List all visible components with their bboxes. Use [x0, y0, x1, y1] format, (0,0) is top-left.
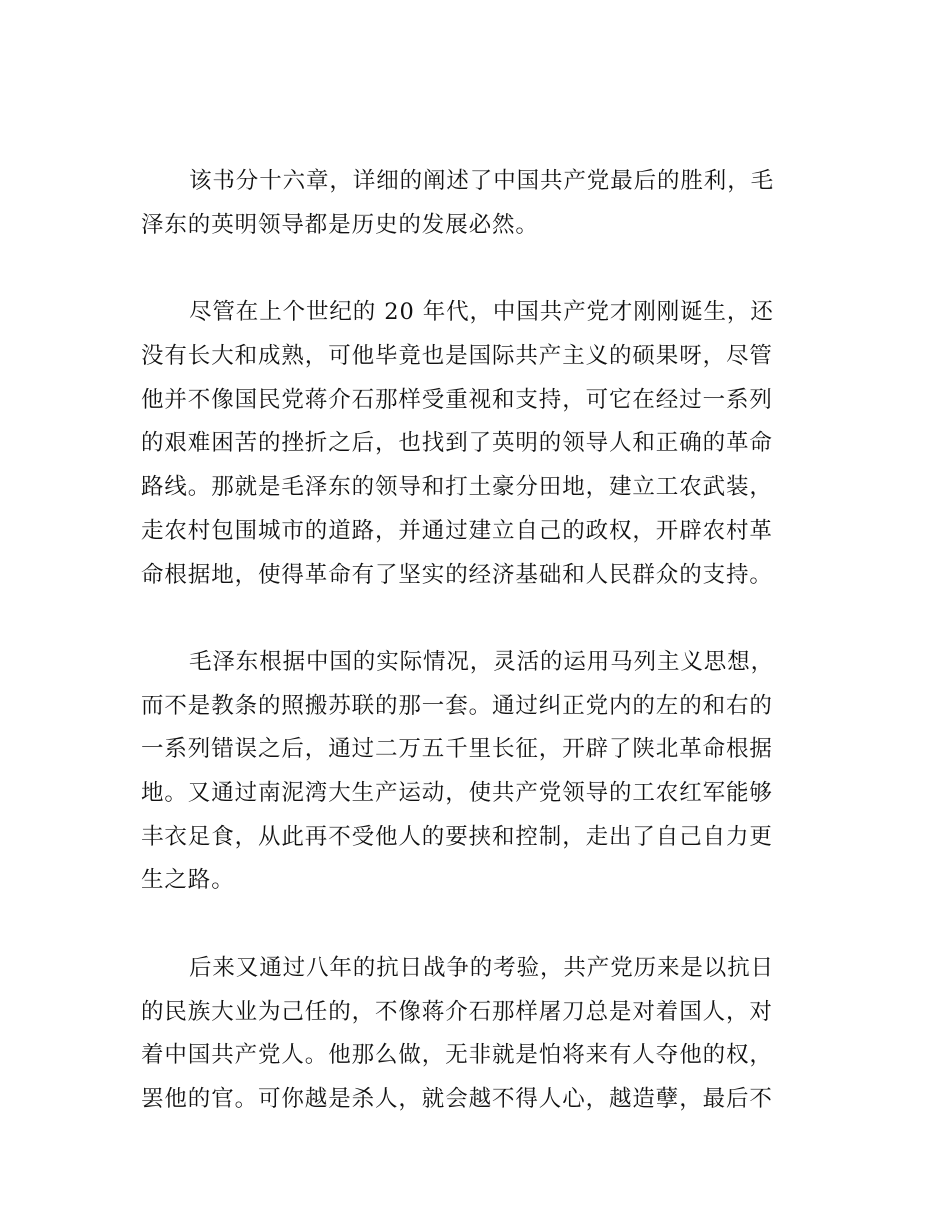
- paragraph-2-line-3: 他并不像国民党蒋介石那样受重视和支持，可它在经过一系列: [141, 387, 773, 413]
- paragraph-2-line-2: 没有长大和成熟，可他毕竟也是国际共产主义的硕果呀，尽管: [141, 343, 773, 369]
- paragraph-2-line-1: 尽管在上个世纪的 20 年代，中国共产党才刚刚诞生，还: [189, 299, 774, 325]
- paragraph-4-line-2: 的民族大业为己任的，不像蒋介石那样屠刀总是对着国人，对: [141, 999, 773, 1025]
- paragraph-3-line-3: 一系列错误之后，通过二万五千里长征，开辟了陕北革命根据: [141, 736, 773, 762]
- paragraph-4-line-4: 罢他的官。可你越是杀人，就会越不得人心，越造孽，最后不: [141, 1086, 773, 1112]
- paragraph-2-line-6: 走农村包围城市的道路，并通过建立自己的政权，开辟农村革: [141, 518, 773, 544]
- paragraph-3-line-5: 丰衣足食，从此再不受他人的要挟和控制，走出了自己自力更: [141, 824, 773, 850]
- paragraph-3-line-1: 毛泽东根据中国的实际情况，灵活的运用马列主义思想，: [189, 649, 775, 675]
- paragraph-3-line-4: 地。又通过南泥湾大生产运动，使共产党领导的工农红军能够: [141, 780, 773, 806]
- paragraph-4-line-1: 后来又通过八年的抗日战争的考验，共产党历来是以抗日: [189, 955, 775, 981]
- paragraph-2-line-7: 命根据地，使得革命有了坚实的经济基础和人民群众的支持。: [141, 562, 773, 588]
- paragraph-4-line-3: 着中国共产党人。他那么做，无非就是怕将来有人夺他的权，: [141, 1042, 773, 1068]
- paragraph-3-line-6: 生之路。: [141, 867, 235, 893]
- paragraph-2-line-4: 的艰难困苦的挫折之后，也找到了英明的领导人和正确的革命: [141, 430, 773, 456]
- paragraph-1-line-2: 泽东的英明领导都是历史的发展必然。: [141, 212, 539, 238]
- paragraph-2-line-5: 路线。那就是毛泽东的领导和打土豪分田地，建立工农武装，: [141, 474, 773, 500]
- paragraph-1-line-1: 该书分十六章，详细的阐述了中国共产党最后的胜利，毛: [189, 168, 775, 194]
- paragraph-3-line-2: 而不是教条的照搬苏联的那一套。通过纠正党内的左的和右的: [141, 693, 773, 719]
